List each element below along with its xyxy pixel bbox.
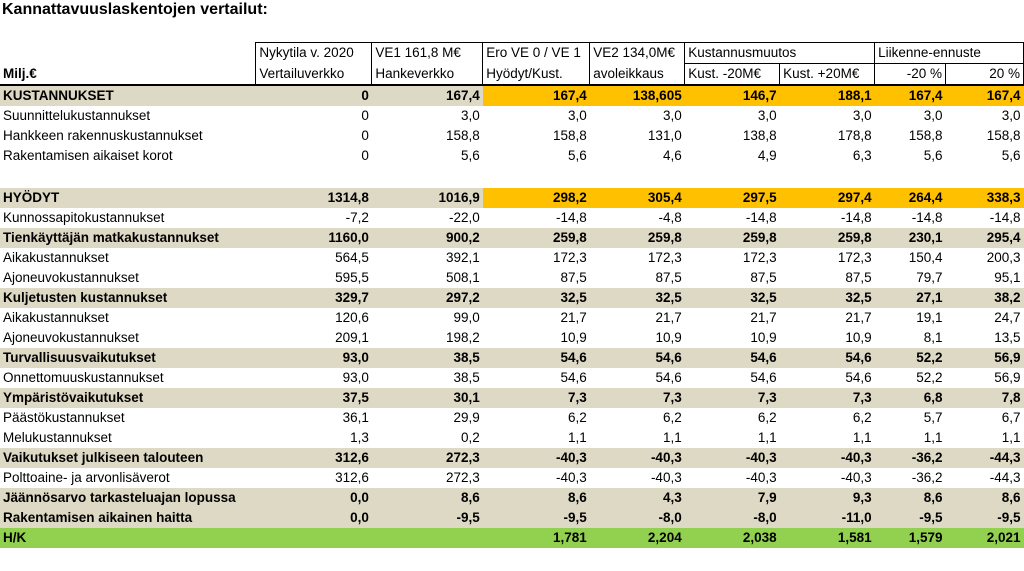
value-cell: 312,6 — [335, 470, 369, 485]
value-cell: 264,4 — [875, 188, 946, 208]
header-col-ero: Ero VE 0 / VE 1 — [483, 43, 590, 64]
value-cell: 19,1 — [916, 310, 943, 325]
row-label — [0, 166, 256, 188]
value-cell: 1314,8 — [256, 188, 372, 208]
value-cell: 297,4 — [780, 188, 875, 208]
value-cell: 87,5 — [750, 270, 777, 285]
value-cell: 1,1 — [567, 430, 587, 445]
row-label: Kuljetusten kustannukset — [0, 288, 256, 308]
value-cell: 5,6 — [567, 148, 587, 163]
value-cell: 32,5 — [483, 288, 590, 308]
value-cell: 1,1 — [1001, 430, 1021, 445]
header-sub-hankeverkko: Hankeverkko — [372, 64, 483, 86]
value-cell: 87,5 — [560, 270, 587, 285]
value-cell: 158,8 — [445, 128, 480, 143]
value-cell: 56,9 — [946, 348, 1024, 368]
value-cell: 4,9 — [757, 148, 777, 163]
value-cell: 259,8 — [590, 228, 685, 248]
value-cell — [483, 166, 590, 188]
row-label: Rakentamisen aikaiset korot — [3, 148, 173, 163]
value-cell: 54,6 — [655, 370, 682, 385]
value-cell: 9,3 — [780, 488, 875, 508]
value-cell: 1160,0 — [256, 228, 372, 248]
value-cell: 305,4 — [590, 188, 685, 208]
value-cell: 8,6 — [372, 488, 483, 508]
value-cell: -11,0 — [780, 508, 875, 528]
header-sub-hyodyt-kust: Hyödyt/Kust. — [483, 64, 590, 86]
value-cell: 8,6 — [483, 488, 590, 508]
value-cell: 10,9 — [845, 330, 872, 345]
value-cell: 167,4 — [946, 85, 1024, 106]
value-cell: 7,3 — [780, 388, 875, 408]
value-cell: 32,5 — [590, 288, 685, 308]
value-cell: 0 — [256, 85, 372, 106]
table-row — [0, 508, 1024, 528]
value-cell: -14,8 — [745, 210, 777, 225]
value-cell: 1,781 — [483, 528, 590, 548]
value-cell: 1,581 — [780, 528, 875, 548]
value-cell: 259,8 — [780, 228, 875, 248]
value-cell: 329,7 — [256, 288, 372, 308]
value-cell: 120,6 — [335, 310, 369, 325]
value-cell: -36,2 — [911, 470, 943, 485]
row-label: Vaikutukset julkiseen talouteen — [0, 448, 256, 468]
value-cell: 138,8 — [742, 128, 777, 143]
value-cell: -7,2 — [345, 210, 369, 225]
value-cell: 7,3 — [590, 388, 685, 408]
value-cell: 1,3 — [350, 430, 369, 445]
header-sub-avoleikkaus: avoleikkaus — [590, 64, 685, 86]
value-cell: 54,6 — [845, 370, 872, 385]
value-cell — [372, 166, 483, 188]
value-cell: -14,8 — [989, 210, 1021, 225]
row-label: Polttoaine- ja arvonlisäverot — [3, 470, 170, 485]
value-cell: -40,3 — [590, 448, 685, 468]
value-cell: -9,5 — [946, 508, 1024, 528]
value-cell — [685, 166, 780, 188]
value-cell: 0,0 — [256, 488, 372, 508]
value-cell: 38,2 — [946, 288, 1024, 308]
table-row — [0, 408, 1024, 428]
value-cell: 5,6 — [1001, 148, 1021, 163]
value-cell: 3,0 — [1001, 108, 1021, 123]
header-row-1 — [0, 43, 1024, 64]
value-cell: 6,2 — [852, 410, 872, 425]
value-cell: 1,1 — [852, 430, 872, 445]
header-sub-kust-plus20: Kust. +20M€ — [780, 64, 875, 86]
header-col-ve2: VE2 134,0M€ — [590, 43, 685, 64]
value-cell: 0,2 — [461, 430, 480, 445]
value-cell: -14,8 — [555, 210, 587, 225]
value-cell: 272,3 — [445, 470, 480, 485]
table-row — [0, 368, 1024, 388]
value-cell: -14,8 — [840, 210, 872, 225]
value-cell: 54,6 — [780, 348, 875, 368]
value-cell: 5,7 — [923, 410, 943, 425]
value-cell: 54,6 — [685, 348, 780, 368]
table-row — [0, 85, 1024, 106]
value-cell: 1,1 — [923, 430, 943, 445]
value-cell: 99,0 — [453, 310, 480, 325]
row-label: Päästökustannukset — [3, 410, 125, 425]
value-cell: -40,3 — [555, 470, 587, 485]
value-cell: 158,8 — [986, 128, 1021, 143]
value-cell: -4,8 — [658, 210, 682, 225]
value-cell: 172,3 — [552, 250, 587, 265]
value-cell: 36,1 — [342, 410, 369, 425]
header-sub-plus20-pct: 20 % — [946, 64, 1024, 86]
value-cell: 312,6 — [256, 448, 372, 468]
value-cell — [875, 166, 946, 188]
value-cell: 38,5 — [453, 370, 480, 385]
value-cell: -40,3 — [745, 470, 777, 485]
table-row — [0, 428, 1024, 448]
value-cell: 3,0 — [852, 108, 872, 123]
value-cell: 272,3 — [372, 448, 483, 468]
table-row — [0, 248, 1024, 268]
value-cell: 900,2 — [372, 228, 483, 248]
header-col-nykytila: Nykytila v. 2020 — [256, 43, 372, 64]
table-row — [0, 308, 1024, 328]
value-cell: 3,0 — [757, 108, 777, 123]
value-cell: 32,5 — [780, 288, 875, 308]
value-cell: 150,4 — [908, 250, 943, 265]
value-cell: 172,3 — [742, 250, 777, 265]
row-label: H/K — [0, 528, 256, 548]
row-label: Tienkäyttäjän matkakustannukset — [0, 228, 256, 248]
value-cell: 564,5 — [335, 250, 369, 265]
value-cell: 5,6 — [923, 148, 943, 163]
value-cell: 508,1 — [445, 270, 480, 285]
header-sub-minus20-pct: -20 % — [875, 64, 946, 86]
value-cell: 6,2 — [662, 410, 682, 425]
value-cell: 27,1 — [875, 288, 946, 308]
row-label: Onnettomuuskustannukset — [3, 370, 164, 385]
value-cell: 0 — [361, 148, 369, 163]
value-cell — [256, 166, 372, 188]
value-cell: 297,2 — [372, 288, 483, 308]
value-cell: 10,9 — [750, 330, 777, 345]
table-row — [0, 146, 1024, 166]
row-label: Ajoneuvokustannukset — [3, 270, 139, 285]
header-unit-label: Milj.€ — [3, 65, 37, 81]
value-cell: -8,0 — [685, 508, 780, 528]
value-cell: 52,2 — [875, 348, 946, 368]
row-label: KUSTANNUKSET — [0, 85, 256, 106]
value-cell: 259,8 — [685, 228, 780, 248]
value-cell: 29,9 — [453, 410, 480, 425]
value-cell — [372, 528, 483, 548]
table-row — [0, 228, 1024, 248]
value-cell: -44,3 — [946, 448, 1024, 468]
value-cell: 209,1 — [335, 330, 369, 345]
value-cell: 2,204 — [590, 528, 685, 548]
table-row — [0, 468, 1024, 488]
header-sub-vertailuverkko: Vertailuverkko — [256, 64, 372, 86]
value-cell: 37,5 — [256, 388, 372, 408]
value-cell: 6,2 — [567, 410, 587, 425]
header-sub-kust-minus20: Kust. -20M€ — [685, 64, 780, 86]
value-cell: -9,5 — [483, 508, 590, 528]
value-cell: 6,8 — [875, 388, 946, 408]
value-cell: 146,7 — [685, 85, 780, 106]
value-cell: 7,3 — [685, 388, 780, 408]
value-cell: 24,7 — [994, 310, 1021, 325]
value-cell: 1,579 — [875, 528, 946, 548]
value-cell: 6,3 — [852, 148, 872, 163]
row-label: Ympäristövaikutukset — [0, 388, 256, 408]
value-cell: 0 — [361, 108, 369, 123]
value-cell: 10,9 — [560, 330, 587, 345]
value-cell: 87,5 — [845, 270, 872, 285]
table-row — [0, 126, 1024, 146]
table-row — [0, 268, 1024, 288]
value-cell: -40,3 — [650, 470, 682, 485]
value-cell: 0 — [361, 128, 369, 143]
value-cell: 54,6 — [560, 370, 587, 385]
value-cell: 87,5 — [655, 270, 682, 285]
value-cell: 54,6 — [483, 348, 590, 368]
value-cell: 178,8 — [837, 128, 872, 143]
header-row-2 — [0, 64, 1024, 86]
row-label: Jäännösarvo tarkasteluajan lopussa — [0, 488, 256, 508]
value-cell: 54,6 — [750, 370, 777, 385]
value-cell: -40,3 — [685, 448, 780, 468]
value-cell: 8,1 — [923, 330, 943, 345]
value-cell: 2,038 — [685, 528, 780, 548]
value-cell: -9,5 — [372, 508, 483, 528]
value-cell: 1,1 — [662, 430, 682, 445]
row-label: HYÖDYT — [0, 188, 256, 208]
value-cell: 10,9 — [655, 330, 682, 345]
value-cell: 21,7 — [750, 310, 777, 325]
value-cell: 200,3 — [986, 250, 1021, 265]
value-cell: 4,6 — [662, 148, 682, 163]
value-cell: -22,0 — [449, 210, 480, 225]
blank-row — [0, 166, 1024, 188]
value-cell: -36,2 — [875, 448, 946, 468]
value-cell: 392,1 — [445, 250, 480, 265]
table-row — [0, 488, 1024, 508]
row-label: Suunnittelukustannukset — [3, 108, 151, 123]
value-cell: 3,0 — [662, 108, 682, 123]
value-cell: 0,0 — [256, 508, 372, 528]
value-cell: -44,3 — [989, 470, 1021, 485]
row-label: Rakentamisen aikainen haitta — [0, 508, 256, 528]
value-cell: 56,9 — [994, 370, 1021, 385]
value-cell: 52,2 — [916, 370, 943, 385]
value-cell: 7,9 — [685, 488, 780, 508]
value-cell: 5,6 — [461, 148, 480, 163]
table-row — [0, 188, 1024, 208]
value-cell: -14,8 — [911, 210, 943, 225]
value-cell: 167,4 — [875, 85, 946, 106]
value-cell: 167,4 — [372, 85, 483, 106]
value-cell: 3,0 — [923, 108, 943, 123]
value-cell: 3,0 — [567, 108, 587, 123]
value-cell: 131,0 — [647, 128, 682, 143]
table-row — [0, 328, 1024, 348]
value-cell: 13,5 — [994, 330, 1021, 345]
value-cell: 338,3 — [946, 188, 1024, 208]
value-cell: 95,1 — [994, 270, 1021, 285]
value-cell: -40,3 — [483, 448, 590, 468]
value-cell: 595,5 — [335, 270, 369, 285]
row-label: Aikakustannukset — [3, 310, 109, 325]
header-col-ve1: VE1 161,8 M€ — [372, 43, 483, 64]
value-cell: 138,605 — [590, 85, 685, 106]
value-cell: 38,5 — [372, 348, 483, 368]
value-cell — [256, 528, 372, 548]
value-cell: 198,2 — [445, 330, 480, 345]
value-cell: 93,0 — [256, 348, 372, 368]
table-row — [0, 388, 1024, 408]
table-row — [0, 288, 1024, 308]
value-cell: 158,8 — [908, 128, 943, 143]
value-cell: 259,8 — [483, 228, 590, 248]
value-cell: 7,3 — [483, 388, 590, 408]
value-cell: 158,8 — [552, 128, 587, 143]
value-cell: 1016,9 — [372, 188, 483, 208]
value-cell: 298,2 — [483, 188, 590, 208]
header-group-liikenne-ennuste: Liikenne-ennuste — [875, 43, 1024, 64]
value-cell: 188,1 — [780, 85, 875, 106]
value-cell: 297,5 — [685, 188, 780, 208]
value-cell: 2,021 — [946, 528, 1024, 548]
value-cell — [590, 166, 685, 188]
value-cell: -40,3 — [840, 470, 872, 485]
value-cell: 79,7 — [916, 270, 943, 285]
table-row — [0, 528, 1024, 548]
value-cell: 172,3 — [647, 250, 682, 265]
value-cell: 54,6 — [590, 348, 685, 368]
value-cell: -9,5 — [875, 508, 946, 528]
row-label: Ajoneuvokustannukset — [3, 330, 139, 345]
value-cell: 6,7 — [1001, 410, 1021, 425]
value-cell: 172,3 — [837, 250, 872, 265]
header-empty-cell — [0, 43, 256, 64]
value-cell: 32,5 — [685, 288, 780, 308]
profitability-table — [0, 42, 1024, 548]
value-cell: 6,2 — [757, 410, 777, 425]
row-label: Aikakustannukset — [3, 250, 109, 265]
value-cell: 8,6 — [946, 488, 1024, 508]
value-cell: 21,7 — [655, 310, 682, 325]
table-row — [0, 448, 1024, 468]
value-cell: 7,8 — [946, 388, 1024, 408]
row-label: Kunnossapitokustannukset — [3, 210, 165, 225]
value-cell — [780, 166, 875, 188]
value-cell: 4,3 — [590, 488, 685, 508]
table-row — [0, 208, 1024, 228]
sheet-title: Kannattavuuslaskentojen vertailut: — [2, 1, 268, 18]
row-label: Turvallisuusvaikutukset — [0, 348, 256, 368]
value-cell: 21,7 — [560, 310, 587, 325]
value-cell: 3,0 — [461, 108, 480, 123]
value-cell — [946, 166, 1024, 188]
value-cell: 8,6 — [875, 488, 946, 508]
value-cell: 30,1 — [372, 388, 483, 408]
value-cell: 167,4 — [483, 85, 590, 106]
value-cell: 295,4 — [946, 228, 1024, 248]
value-cell: -40,3 — [780, 448, 875, 468]
value-cell: -8,0 — [590, 508, 685, 528]
value-cell: 93,0 — [342, 370, 369, 385]
row-label: Melukustannukset — [3, 430, 112, 445]
value-cell: 21,7 — [845, 310, 872, 325]
value-cell: 230,1 — [875, 228, 946, 248]
row-label: Hankkeen rakennuskustannukset — [3, 128, 203, 143]
table-row — [0, 348, 1024, 368]
header-group-kustannusmuutos: Kustannusmuutos — [685, 43, 875, 64]
value-cell: 1,1 — [757, 430, 777, 445]
table-row — [0, 106, 1024, 126]
